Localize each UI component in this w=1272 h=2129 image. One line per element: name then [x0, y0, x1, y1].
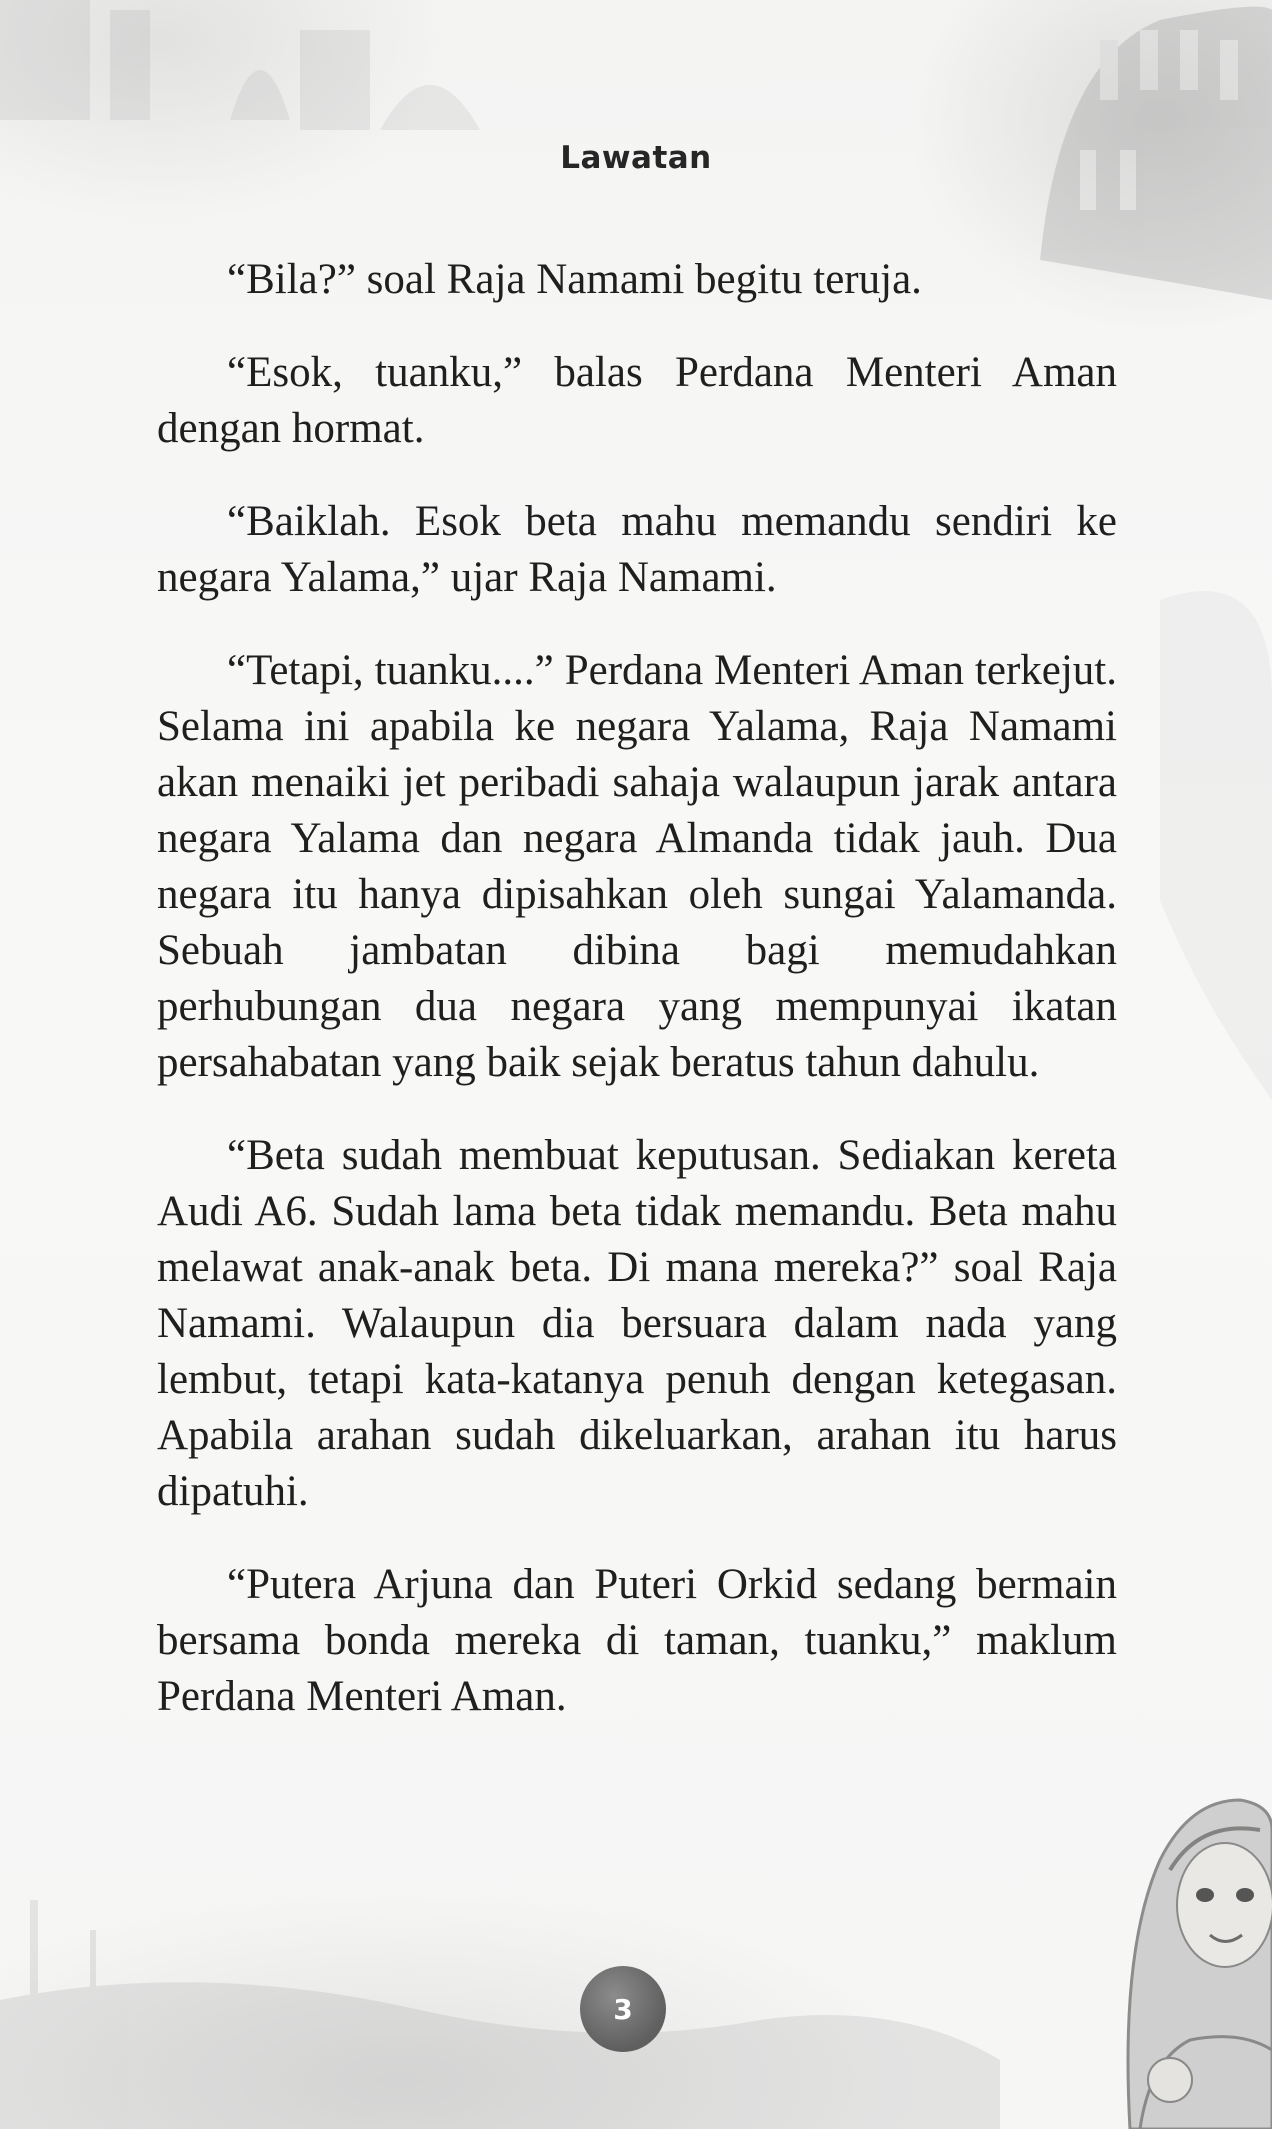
page-number-badge: 3 [580, 1966, 666, 2052]
girl-in-hijab-illustration [1128, 1800, 1272, 2129]
paragraph-4: “Tetapi, tuanku....” Perdana Menteri Aman terkejut. Selama ini apabila ke negara Yalama, Raja Namami akan menaiki jet peribadi sahaja walaupun jarak antara negara Yalama dan negara Almanda tidak jauh. Dua negara itu hanya dipisahkan oleh sungai Yalamanda. Sebuah jambatan dibina bagi memudahkan perhubungan dua negara yang mempunyai ikatan persahabatan yang baik sejak beratus tahun dahulu. [157, 647, 1117, 1086]
paragraph-1: “Bila?” soal Raja Namami begitu teruja. [227, 256, 922, 303]
faint-scenery-right [1160, 591, 1272, 1100]
paragraph-2: “Esok, tuanku,” balas Perdana Menteri Aman dengan hormat. [157, 349, 1117, 452]
paragraph-5: “Beta sudah membuat keputusan. Sediakan kereta Audi A6. Sudah lama beta tidak memandu. Beta mahu melawat anak-anak beta. Di mana mereka?” soal Raja Namami. Walaupun dia bersuara dalam nada yang lembut, tetapi kata-katanya penuh dengan ketegasan. Apabila arahan sudah dikeluarkan, arahan itu harus dipatuhi. [157, 1132, 1117, 1515]
palace-silhouette-left [0, 0, 480, 130]
running-title: Lawatan [560, 140, 712, 176]
body-text [157, 252, 1117, 1762]
paragraph-6: “Putera Arjuna dan Puteri Orkid sedang bermain bersama bonda mereka di taman, tuanku,” maklum Perdana Menteri Aman. [157, 1561, 1117, 1720]
paragraph-3: “Baiklah. Esok beta mahu memandu sendiri ke negara Yalama,” ujar Raja Namami. [157, 498, 1117, 601]
bottom-haze [0, 1900, 1000, 2129]
